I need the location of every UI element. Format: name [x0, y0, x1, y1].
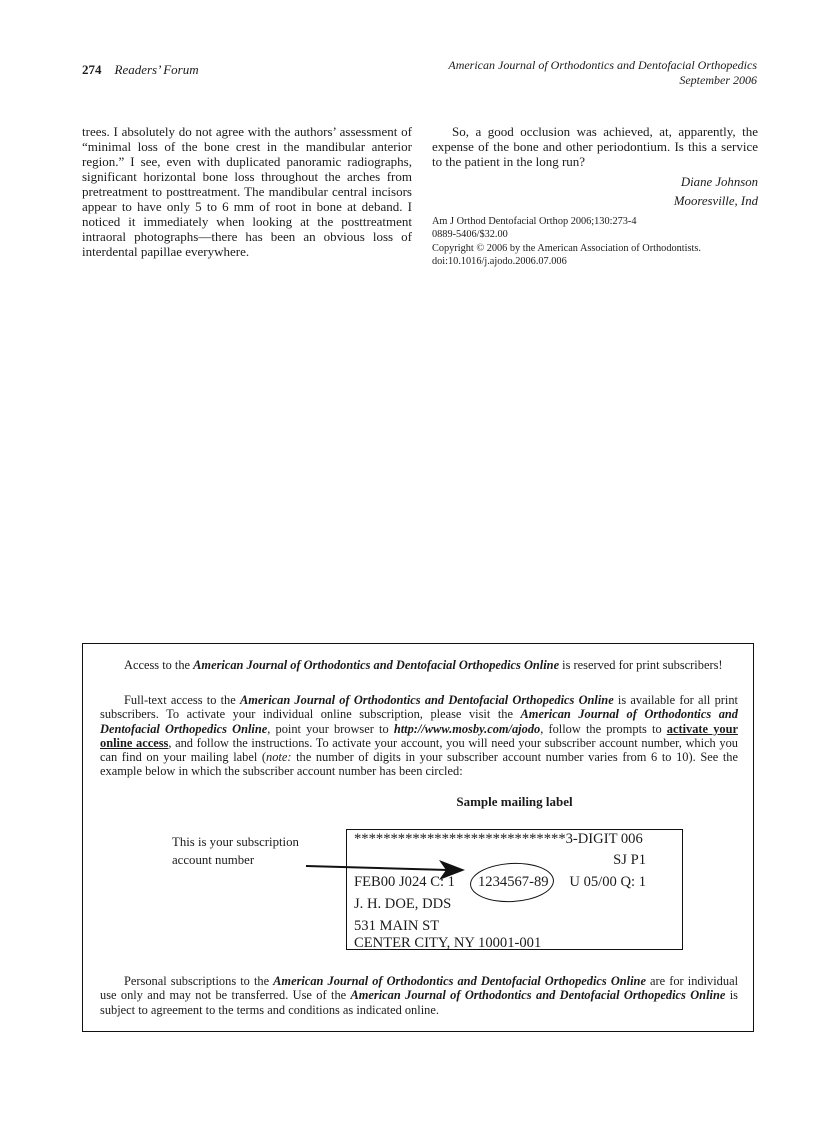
journal-title: American Journal of Orthodontics and Dentofacial Orthopedics	[448, 58, 757, 72]
journal-online-name: American Journal of Orthodontics and Dentofacial Orthopedics Online	[273, 974, 646, 988]
notice-intro-line	[100, 658, 738, 672]
running-header-left	[82, 62, 199, 78]
notice-activation-paragraph	[100, 693, 738, 779]
issue-date: September 2006	[679, 73, 757, 87]
subscriber-account-number: 1234567-89	[478, 874, 549, 890]
journal-online-name: American Journal of Orthodontics and Dentofacial Orthopedics Online	[239, 693, 614, 707]
label-street: 531 MAIN ST	[354, 918, 440, 934]
citation-block	[432, 215, 758, 269]
notice-terms-paragraph	[100, 974, 738, 1017]
account-number-annotation: This is your subscription account number	[172, 835, 299, 867]
citation-doi: doi:10.1016/j.ajodo.2006.07.006	[432, 256, 567, 268]
letter-signature	[432, 173, 758, 211]
label-city-line: CENTER CITY, NY 10001-001	[354, 935, 542, 951]
mosby-url: http://www.mosby.com/ajodo	[393, 721, 541, 736]
citation-issn-price: 0889-5406/$32.00	[432, 229, 508, 241]
sample-mailing-label	[346, 829, 683, 950]
p3-seg3: is subject to agreement to the terms and conditions as indicated online.	[100, 988, 738, 1017]
p2-seg4: , follow the prompts to	[540, 721, 667, 736]
p2-seg6: the number of digits in your subscriber account number varies from 6 to 10). See the example below in which the subscriber account number has been circled:	[100, 750, 738, 779]
label-line-sort-code: SJ P1	[613, 852, 646, 868]
p2-seg3: , point your browser to	[267, 721, 394, 736]
left-column	[82, 124, 412, 259]
p2-seg1: Full-text access to the	[124, 693, 240, 707]
label-line-route	[354, 831, 643, 847]
label-digit-route: 3-DIGIT 006	[565, 831, 643, 847]
section-title: Readers’ Forum	[114, 62, 199, 77]
p3-seg1: Personal subscriptions to the	[124, 974, 274, 988]
right-column	[432, 124, 758, 269]
label-issue-code: FEB00 J024 C: 1	[354, 874, 455, 890]
p3-seg2: are for individual use only and may not be transferred. Use of the	[100, 974, 739, 1003]
notice-intro-pre: Access to the	[124, 658, 194, 672]
account-number-circle	[469, 861, 555, 904]
label-addressee: J. H. DOE, DDS	[354, 896, 452, 912]
notice-intro-post: is reserved for print subscribers!	[559, 658, 723, 672]
letter-body-text: trees. I absolutely do not agree with the authors’ assessment of “minimal loss of the bone crest in the mandibular anterior region.” I see, even with duplicated panoramic radiographs, significant horizontal bone loss throughout the arches from pretreatment to posttreatment. The mandibular central incisors appear to have only 5 to 6 mm of root in bone at deband. I noticed it immediately when looking at the posttreatment intraoral photographs—there has been an obvious loss of interdental papillae everywhere.	[82, 124, 412, 259]
p2-seg2: is available for all print subscribers. To activate your individual online subscription, please visit the	[100, 693, 738, 722]
author-location: Mooresville, Ind	[673, 194, 758, 208]
label-stars: *****************************	[354, 831, 566, 847]
online-access-notice-box	[82, 643, 754, 1032]
note-label: note:	[266, 750, 292, 765]
letter-closing-paragraph: So, a good occlusion was achieved, at, apparently, the expense of the bone and other periodontium. Is this a service to the patient in the long run?	[432, 124, 758, 169]
citation-journal-ref: Am J Orthod Dentofacial Orthop 2006;130:273-4	[432, 216, 637, 227]
running-header-right	[448, 58, 757, 88]
sample-mailing-label-heading: Sample mailing label	[456, 794, 573, 809]
journal-online-name: American Journal of Orthodontics and Dentofacial Orthopedics Online	[193, 658, 560, 672]
p2-seg5: , and follow the instructions. To activate your account, you will need your subscriber account number, which you can find on your mailing label (	[100, 735, 738, 765]
journal-online-name: American Journal of Orthodontics and Dentofacial Orthopedics Online	[100, 707, 739, 736]
journal-online-name: American Journal of Orthodontics and Dentofacial Orthopedics Online	[350, 988, 726, 1003]
activate-access-phrase: activate your online access	[100, 721, 738, 750]
citation-copyright: Copyright © 2006 by the American Association of Orthodontists.	[432, 242, 701, 254]
author-name: Diane Johnson	[680, 175, 758, 189]
label-expire-code: U 05/00 Q: 1	[569, 874, 646, 890]
page-number: 274	[82, 62, 102, 77]
